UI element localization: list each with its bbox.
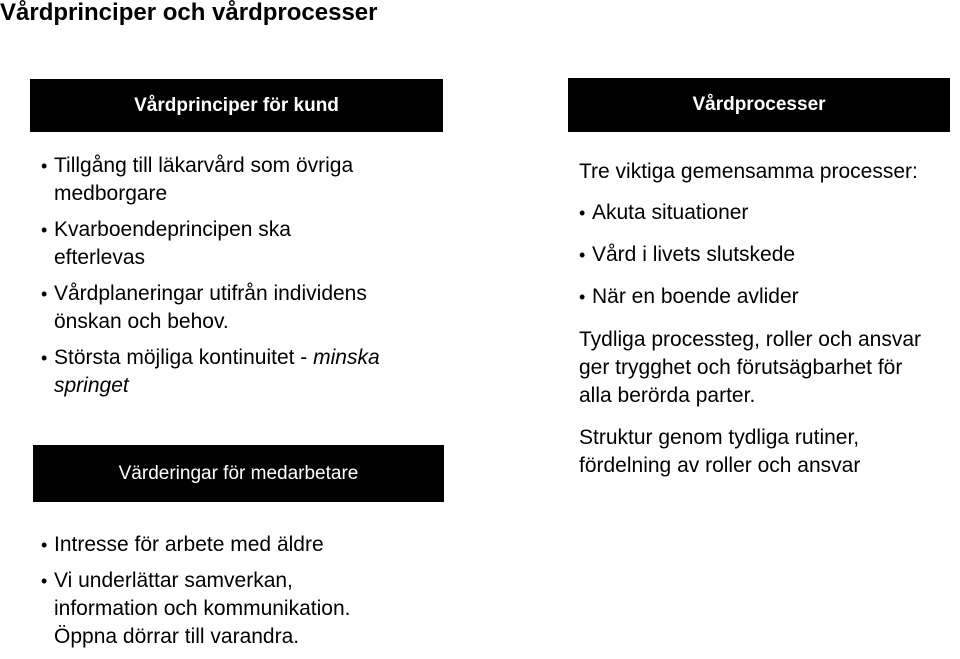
bullet-icon: •	[579, 203, 586, 223]
paragraph-line: Struktur genom tydliga rutiner,	[579, 426, 860, 449]
bullet-icon: •	[579, 245, 586, 265]
list-item-line: Öppna dörrar till varandra.	[54, 625, 300, 648]
list-item	[41, 567, 461, 651]
processes-paragraph-1	[579, 326, 921, 410]
paragraph-line: fördelning av roller och ansvar	[579, 454, 861, 477]
list-item-line	[54, 344, 461, 372]
list-item-emphasis: minska	[313, 346, 380, 369]
processes-paragraph-2	[579, 424, 860, 480]
bullet-icon: •	[41, 284, 48, 304]
section-header-processer-label: Vårdprocesser	[692, 94, 826, 115]
list-item	[41, 216, 461, 272]
list-item-line: önskan och behov.	[54, 310, 229, 333]
bullet-icon: •	[41, 571, 48, 591]
bullet-icon: •	[41, 535, 48, 555]
paragraph-line: ger trygghet och förutsägbarhet för	[579, 356, 903, 379]
list-item	[579, 241, 799, 269]
bullet-icon: •	[41, 156, 48, 176]
list-item	[41, 344, 461, 400]
list-item	[579, 199, 799, 227]
paragraph-line: alla berörda parter.	[579, 384, 756, 407]
section-header-kund	[30, 79, 443, 132]
list-item-emphasis: springet	[54, 374, 129, 397]
list-item	[41, 152, 461, 208]
list-item-line: Tillgång till läkarvård som övriga	[54, 154, 354, 177]
list-item-line: Vi underlättar samverkan,	[54, 569, 293, 592]
section-header-medarbetare-label: Värderingar för medarbetare	[118, 462, 359, 484]
bullet-icon: •	[579, 287, 586, 307]
values-list	[41, 531, 461, 659]
paragraph-line: Tydliga processteg, roller och ansvar	[579, 328, 921, 351]
section-header-kund-label: Vårdprinciper för kund	[134, 94, 339, 116]
list-item	[41, 280, 461, 336]
bullet-icon: •	[41, 348, 48, 368]
principles-list	[41, 152, 461, 408]
list-item-line: medborgare	[54, 182, 168, 205]
processes-list	[579, 199, 799, 325]
list-item-text: Största möjliga kontinuitet -	[54, 346, 314, 369]
list-item-line: efterlevas	[54, 246, 146, 269]
list-item	[41, 531, 461, 559]
list-item-line: Kvarboendeprincipen ska	[54, 218, 291, 241]
page-title: Vårdprinciper och vårdprocesser	[0, 0, 378, 26]
processes-intro: Tre viktiga gemensamma processer:	[579, 160, 918, 183]
list-item	[579, 283, 799, 311]
list-item-line: Intresse för arbete med äldre	[54, 533, 324, 556]
list-item-line: När en boende avlider	[592, 285, 799, 308]
list-item-line: information och kommunikation.	[54, 597, 351, 620]
bullet-icon: •	[41, 220, 48, 240]
section-header-medarbetare	[33, 445, 444, 502]
list-item-line: Vård i livets slutskede	[592, 243, 796, 266]
list-item-line: Vårdplaneringar utifrån individens	[54, 282, 367, 305]
section-header-processer	[568, 78, 950, 132]
list-item-line: Akuta situationer	[592, 201, 749, 224]
